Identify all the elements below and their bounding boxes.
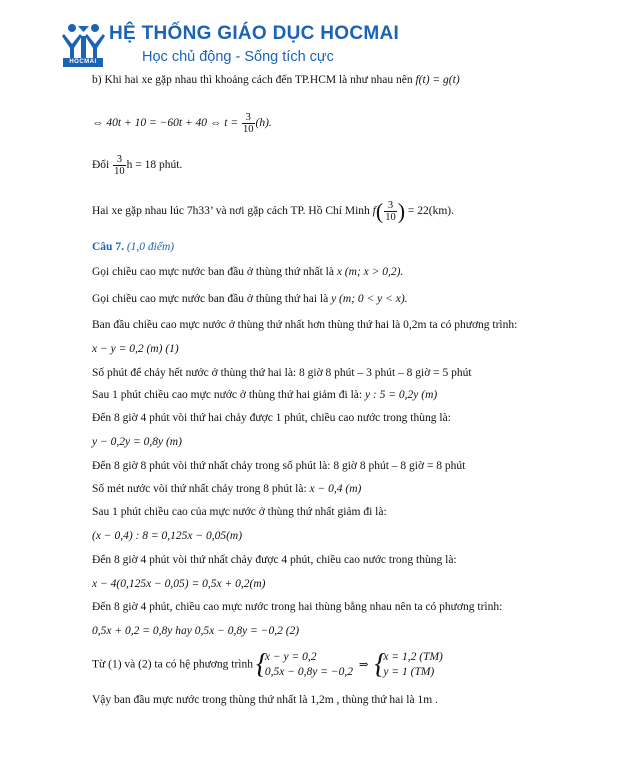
- body-line: Số phút để chảy hết nước ở thùng thứ hai là: 8 giờ 8 phút – 3 phút – 8 giờ = 5 phút: [92, 367, 472, 379]
- fraction: $\frac{3}{10}$: [114, 154, 125, 177]
- equation-2: 0,5x + 0,2 = 0,8y hay 0,5x − 0,8y = −0,2 (2): [92, 625, 300, 637]
- body-line: Đến 8 giờ 4 phút vòi thứ nhất chảy được 4 phút, chiều cao nước trong thùng là:: [92, 554, 457, 566]
- conversion-line: Đổi $\frac{3}{10}$ h = 18 phút.: [92, 154, 183, 177]
- meeting-line: Hai xe gặp nhau lúc 7h33’ và nơi gặp cách TP. Hồ Chí Minh f( $\frac{3}{10}$ ) = 22(km).: [92, 198, 454, 224]
- body-line: Ban đầu chiều cao mực nước ở thùng thứ nhất hơn thùng thứ hai là 0,2m ta có phương trình:: [92, 319, 518, 331]
- equation-t: ⇔ 40t + 10 = −60t + 40 ⇔ t = $\frac{3}{10}$ (h).: [92, 112, 272, 135]
- brand-title: HỆ THỐNG GIÁO DỤC HOCMAI: [109, 23, 400, 44]
- equation-1: x − y = 0,2 (m) (1): [92, 343, 179, 355]
- brand-slogan: Học chủ động - Sống tích cực: [142, 49, 334, 65]
- body-line: Đến 8 giờ 4 phút vòi thứ hai chảy được 1 phút, chiều cao nước trong thùng là:: [92, 412, 451, 424]
- equation-line: (x − 0,4) : 8 = 0,125x − 0,05(m): [92, 530, 243, 542]
- body-line: Sau 1 phút chiều cao của mực nước ở thùng thứ nhất giảm đi là:: [92, 506, 387, 518]
- fraction: $\frac{3}{10}$: [385, 200, 396, 223]
- body-line: Số mét nước vòi thứ nhất chảy trong 8 phút là: x − 0,4 (m): [92, 483, 362, 495]
- body-line: Đến 8 giờ 8 phút vòi thứ nhất chảy trong số phút là: 8 giờ 8 phút – 8 giờ = 8 phút: [92, 460, 466, 472]
- body-line: Gọi chiều cao mực nước ban đầu ở thùng thứ nhất là x (m; x > 0,2).: [92, 266, 404, 278]
- equation-line: y − 0,2y = 0,8y (m): [92, 436, 182, 448]
- fraction: $\frac{3}{10}$: [243, 112, 254, 135]
- page-header: [62, 20, 462, 70]
- logo-subtext: HOCMAI: [63, 58, 103, 67]
- conclusion-line: Vậy ban đầu mực nước trong thùng thứ nhất là 1,2m , thùng thứ hai là 1m .: [92, 694, 438, 706]
- part-b-intro: b) Khi hai xe gặp nhau thì khoảng cách đến TP.HCM là như nhau nên f(t) = g(t): [92, 74, 460, 86]
- solution-system: { x = 1,2 (TM) y = 1 (TM): [374, 649, 443, 680]
- question-7-title: Câu 7. (1,0 điểm): [92, 241, 175, 253]
- body-line: Đến 8 giờ 4 phút, chiều cao mực nước trong hai thùng bằng nhau nên ta có phương trình:: [92, 601, 503, 613]
- system-line: Từ (1) và (2) ta có hệ phương trình { x − y = 0,2 0,5x − 0,8y = −0,2 ⇒ { x = 1,2 (TM) y = 1 (TM): [92, 649, 443, 680]
- equation-system: { x − y = 0,2 0,5x − 0,8y = −0,2: [255, 649, 353, 680]
- equation-line: x − 4(0,125x − 0,05) = 0,5x + 0,2(m): [92, 578, 266, 590]
- body-line: Gọi chiều cao mực nước ban đầu ở thùng thứ hai là y (m; 0 < y < x).: [92, 293, 408, 305]
- body-line: Sau 1 phút chiều cao mực nước ở thùng thứ hai giảm đi là: y : 5 = 0,2y (m): [92, 389, 438, 401]
